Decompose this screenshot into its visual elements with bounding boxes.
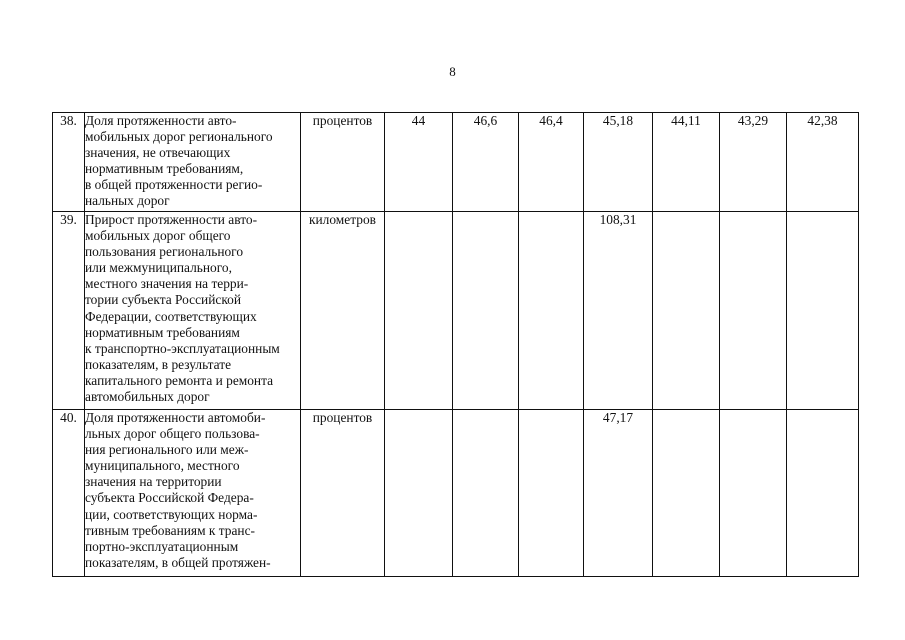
value-cell <box>453 410 519 577</box>
value-cell <box>453 212 519 410</box>
value-cell <box>787 410 859 577</box>
value-cell: 47,17 <box>584 410 653 577</box>
value-cell <box>787 212 859 410</box>
unit-cell: процентов <box>301 410 385 577</box>
value-cell: 42,38 <box>787 113 859 212</box>
page-number: 8 <box>449 64 456 79</box>
unit-cell: процентов <box>301 113 385 212</box>
value-cell: 108,31 <box>584 212 653 410</box>
value-cell <box>720 212 787 410</box>
table-row <box>53 212 859 410</box>
row-number: 39. <box>53 212 85 410</box>
table-row <box>53 410 859 577</box>
row-number: 38. <box>53 113 85 212</box>
value-cell <box>720 410 787 577</box>
row-number: 40. <box>53 410 85 577</box>
value-cell <box>653 410 720 577</box>
indicator-name: Доля протяженности авто- мобильных дорог регионального значения, не отвечающих нормативным требованиям, в общей протяженности регио- нальных дорог <box>85 113 301 212</box>
table-row <box>53 113 859 212</box>
value-cell: 46,4 <box>519 113 584 212</box>
value-cell: 44 <box>385 113 453 212</box>
value-cell <box>385 212 453 410</box>
value-cell: 44,11 <box>653 113 720 212</box>
value-cell <box>519 212 584 410</box>
value-cell: 45,18 <box>584 113 653 212</box>
value-cell: 43,29 <box>720 113 787 212</box>
value-cell <box>519 410 584 577</box>
value-cell: 46,6 <box>453 113 519 212</box>
indicator-name: Доля протяженности автомоби- льных дорог общего пользова- ния регионального или меж- муниципального, местного значения на территории субъекта Российской Федера- ции, соответствующих норма- тивным требованиям к транс- портно-эксплуатационным показателям, в общей протяжен- <box>85 410 301 577</box>
value-cell <box>385 410 453 577</box>
indicators-table <box>52 112 859 577</box>
value-cell <box>653 212 720 410</box>
indicator-name: Прирост протяженности авто- мобильных дорог общего пользования регионального или межмуниципального, местного значения на терри- тории субъекта Российской Федерации, соответствующих нормативным требованиям к транспортно-эксплуатационным показателям, в результате капитального ремонта и ремонта автомобильных дорог <box>85 212 301 410</box>
unit-cell: километров <box>301 212 385 410</box>
